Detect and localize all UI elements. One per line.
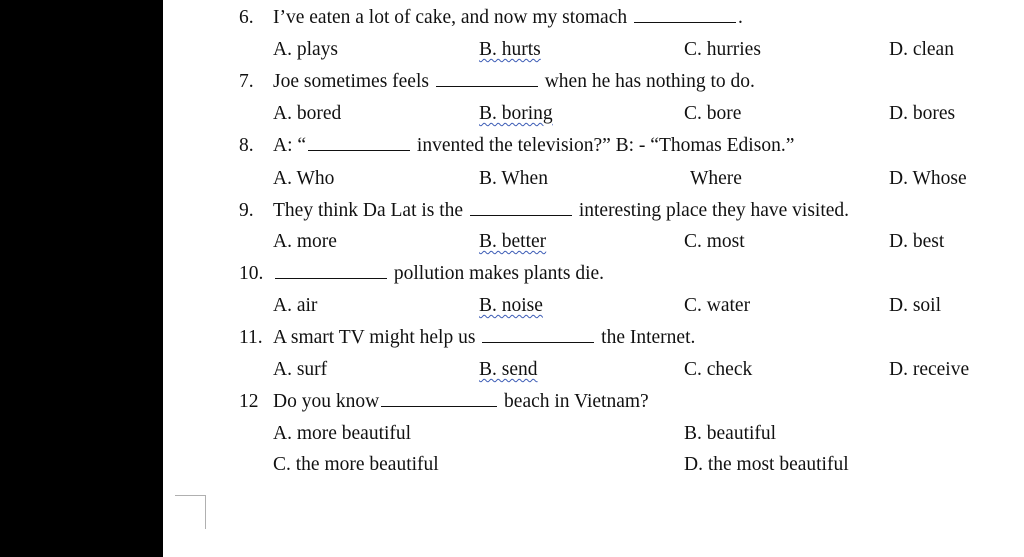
answer-blank bbox=[308, 149, 410, 151]
question-7 bbox=[239, 72, 755, 92]
question-text: A: “ bbox=[273, 135, 307, 156]
option-a: A. Who bbox=[273, 168, 335, 189]
option-b bbox=[479, 296, 543, 316]
option-b: B. When bbox=[479, 168, 548, 189]
option-d: D. Whose bbox=[889, 168, 967, 189]
question-12 bbox=[239, 392, 649, 412]
question-number: 9. bbox=[239, 200, 254, 221]
option-a: A. surf bbox=[273, 359, 328, 380]
answer-blank bbox=[482, 341, 594, 343]
option-d: D. receive bbox=[889, 359, 970, 380]
option-b-text: B. send bbox=[479, 359, 538, 380]
answer-blank bbox=[381, 405, 497, 407]
question-text: Joe sometimes feels bbox=[273, 71, 429, 92]
option-b: B. beautiful bbox=[684, 423, 777, 444]
question-text: Do you know bbox=[273, 391, 380, 412]
option-a: A. more beautiful bbox=[273, 423, 412, 444]
option-c: C. the more beautiful bbox=[273, 454, 439, 475]
option-c: C. most bbox=[684, 231, 745, 252]
option-d: D. clean bbox=[889, 39, 954, 60]
document-page bbox=[163, 0, 1024, 557]
question-text: They think Da Lat is the bbox=[273, 200, 464, 221]
question-text-end: invented the television?” B: - “Thomas Edison.” bbox=[416, 135, 795, 156]
option-b-text: B. better bbox=[479, 231, 547, 252]
option-d: D. the most beautiful bbox=[684, 454, 849, 475]
option-b bbox=[479, 40, 541, 60]
question-text-end: pollution makes plants die. bbox=[393, 263, 605, 284]
question-text-end: . bbox=[738, 7, 743, 28]
option-c: Where bbox=[690, 168, 742, 189]
question-number: 12 bbox=[239, 391, 259, 412]
question-10 bbox=[239, 264, 604, 284]
question-number: 6. bbox=[239, 7, 254, 28]
question-text: A smart TV might help us bbox=[273, 327, 476, 348]
answer-blank bbox=[634, 21, 736, 23]
option-b-text: B. hurts bbox=[479, 39, 541, 60]
option-a: A. more bbox=[273, 231, 337, 252]
option-a: A. plays bbox=[273, 39, 338, 60]
answer-blank bbox=[275, 277, 387, 279]
option-a: A. air bbox=[273, 295, 318, 316]
question-text-end: when he has nothing to do. bbox=[544, 71, 755, 92]
question-text: I’ve eaten a lot of cake, and now my stomach bbox=[273, 7, 628, 28]
question-11 bbox=[239, 328, 695, 348]
question-text-end: beach in Vietnam? bbox=[504, 391, 649, 412]
answer-blank bbox=[436, 85, 538, 87]
option-c: C. bore bbox=[684, 103, 742, 124]
option-b-text: B. boring bbox=[479, 103, 553, 124]
question-number: 10. bbox=[239, 263, 264, 284]
question-number: 11. bbox=[239, 327, 263, 348]
option-c: C. hurries bbox=[684, 39, 761, 60]
option-c: C. water bbox=[684, 295, 751, 316]
question-6 bbox=[239, 8, 743, 28]
option-b bbox=[479, 104, 553, 124]
question-9 bbox=[239, 201, 849, 221]
page-corner-marker bbox=[175, 495, 206, 529]
option-c: C. check bbox=[684, 359, 753, 380]
option-b bbox=[479, 232, 546, 252]
question-text-end: the Internet. bbox=[601, 327, 696, 348]
question-number: 8. bbox=[239, 135, 254, 156]
option-d: D. best bbox=[889, 231, 945, 252]
option-b-text: B. noise bbox=[479, 295, 543, 316]
option-d: D. soil bbox=[889, 295, 942, 316]
option-b bbox=[479, 360, 538, 380]
question-number: 7. bbox=[239, 71, 254, 92]
question-text-end: interesting place they have visited. bbox=[578, 200, 850, 221]
question-8 bbox=[239, 136, 794, 156]
option-d: D. bores bbox=[889, 103, 956, 124]
option-a: A. bored bbox=[273, 103, 342, 124]
answer-blank bbox=[470, 214, 572, 216]
